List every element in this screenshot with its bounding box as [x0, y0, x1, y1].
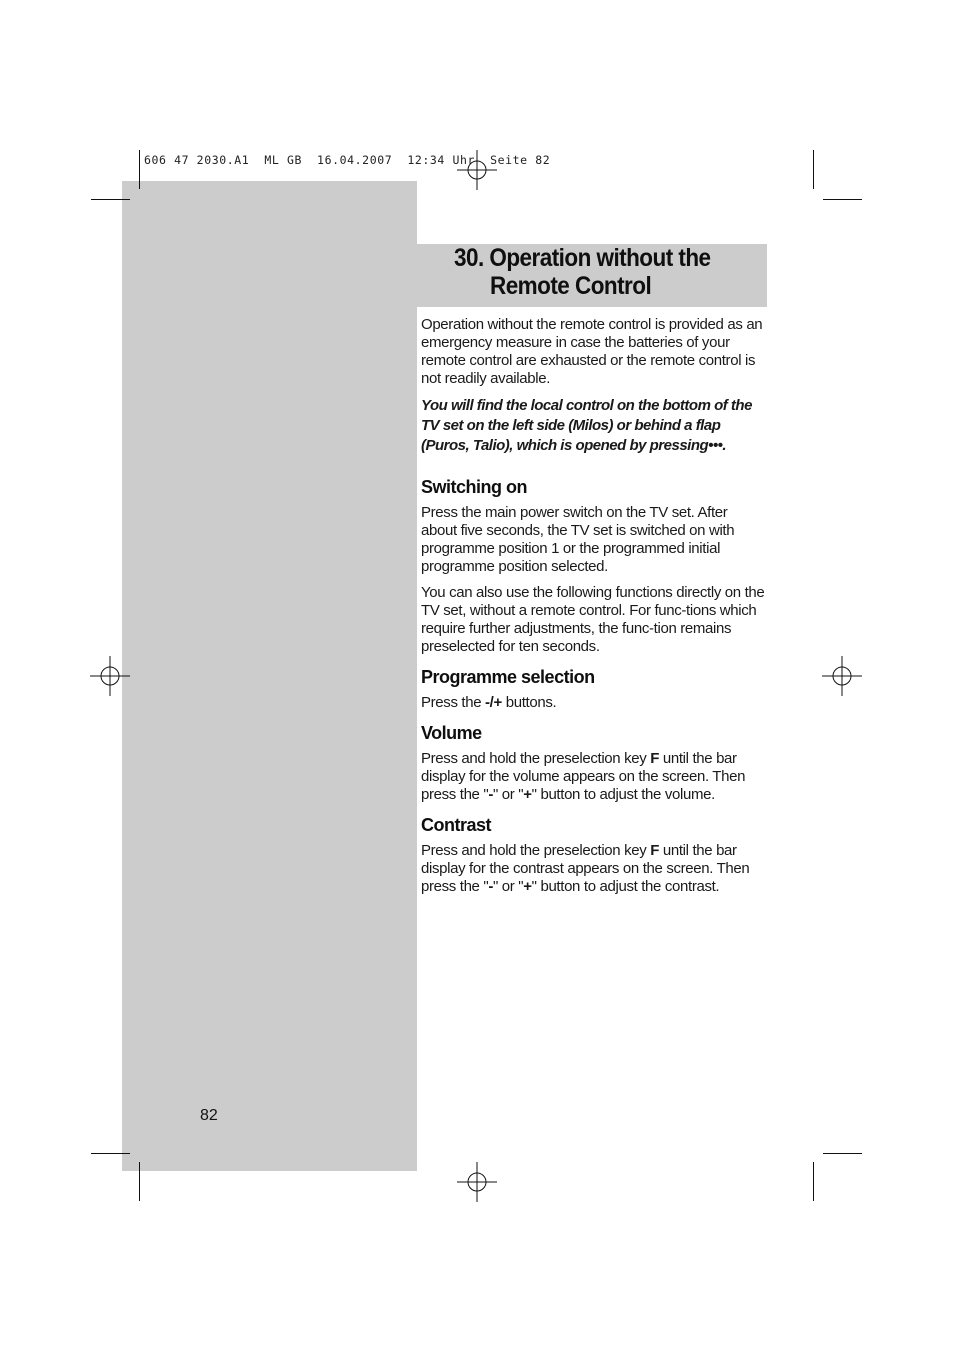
crop-mark — [139, 1162, 140, 1201]
intro-paragraph: Operation without the remote control is provided as an emergency measure in case the batteries of your remote control are exhausted or the remote control is not readily available. — [421, 316, 763, 387]
switching-on-paragraph-2: You can also use the following functions directly on the TV set, without a remote control. For func-tions which require further adjustments, the func-tion remains preselected for ten seconds. — [421, 584, 765, 655]
title-band — [417, 244, 767, 307]
text: " button to adjust the contrast. — [531, 878, 720, 895]
crop-mark — [91, 1153, 130, 1154]
text: " button to adjust the volume. — [531, 786, 715, 803]
main-content — [421, 316, 766, 904]
crop-mark — [139, 150, 140, 189]
page-title — [454, 244, 711, 300]
registration-mark-icon — [457, 150, 497, 190]
key-f: F — [650, 842, 660, 859]
text: " or " — [493, 786, 524, 803]
key-f: F — [650, 750, 660, 767]
text: buttons. — [501, 694, 557, 711]
text: until the bar display for the contrast appears on the screen. Then press the " — [421, 842, 750, 895]
registration-mark-icon — [822, 656, 862, 696]
key-plus: + — [523, 878, 532, 895]
text: " or " — [493, 878, 524, 895]
key-minus: - — [488, 878, 493, 895]
switching-on-paragraph-1: Press the main power switch on the TV set. After about five seconds, the TV set is switched on with programme position 1 or the programmed initial programme position selected. — [421, 504, 735, 575]
crop-mark — [813, 150, 814, 189]
heading-switching-on: Switching on — [421, 477, 527, 497]
title-line-1: 30. Operation without the — [454, 244, 711, 272]
title-line-2: Remote Control — [490, 272, 652, 300]
key-minus-plus: -/+ — [485, 694, 502, 711]
key-minus: - — [488, 786, 493, 803]
crop-mark — [823, 199, 862, 200]
heading-contrast: Contrast — [421, 815, 492, 835]
text: until the bar display for the volume appears on the screen. Then press the " — [421, 750, 746, 803]
heading-volume: Volume — [421, 723, 482, 743]
key-plus: + — [523, 786, 532, 803]
registration-mark-icon — [457, 1162, 497, 1202]
programme-selection-paragraph — [421, 694, 766, 712]
text: Press and hold the preselection key — [421, 842, 651, 859]
volume-paragraph — [421, 750, 766, 804]
crop-mark — [813, 1162, 814, 1201]
page-number: 82 — [200, 1107, 218, 1124]
heading-programme-selection: Programme selection — [421, 667, 595, 687]
crop-mark — [91, 199, 130, 200]
text: Press the — [421, 694, 486, 711]
registration-mark-icon — [90, 656, 130, 696]
contrast-paragraph — [421, 842, 766, 896]
intro-note: You will find the local control on the bottom of the TV set on the left side (Milos) or behind a flap (Puros, Talio), which is opened by pressing•••. — [421, 397, 752, 454]
print-header: 606 47 2030.A1 ML GB 16.04.2007 12:34 Uhr Seite 82 — [144, 153, 551, 167]
text: Press and hold the preselection key — [421, 750, 651, 767]
gray-margin-column — [122, 181, 417, 1171]
crop-mark — [823, 1153, 862, 1154]
